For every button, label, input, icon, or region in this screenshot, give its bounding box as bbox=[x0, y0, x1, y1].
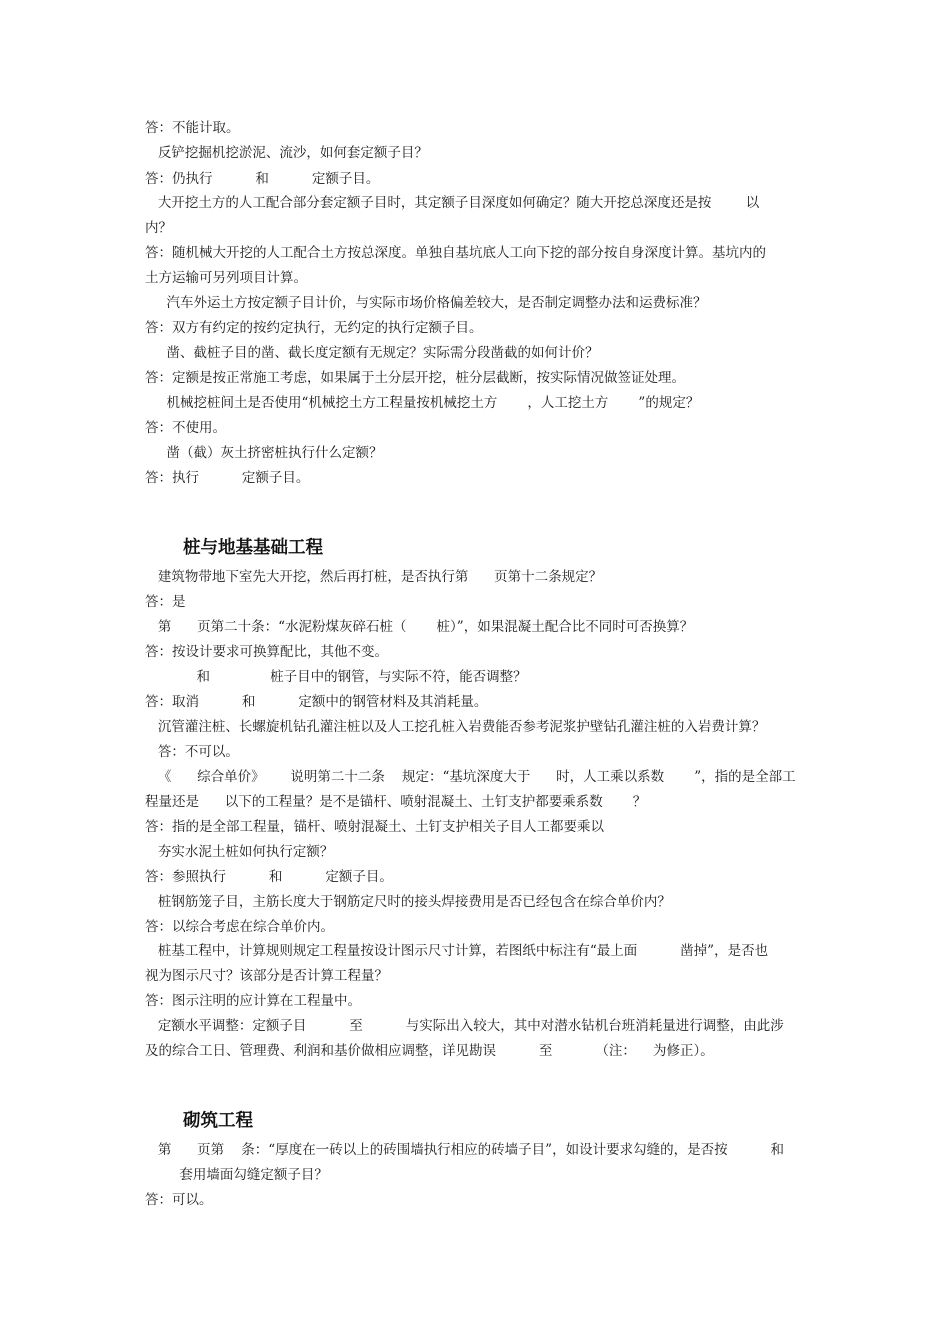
question-line: 第 页第 条：“厚度在一砖以上的砖围墙执行相应的砖墙子目”，如设计要求勾缝的，是否按 和 bbox=[145, 1142, 785, 1158]
question-line: 汽车外运土方按定额子目计价，与实际市场价格偏差较大，是否制定调整办法和运费标准？ bbox=[145, 295, 707, 311]
question-line: 建筑物带地下室先大开挖，然后再打桩，是否执行第 页第十二条规定？ bbox=[145, 569, 603, 585]
answer-line: 答：仍执行 和 定额子目。 bbox=[145, 171, 380, 187]
question-line: 及的综合工日、管理费、利润和基价做相应调整，详见勘误 至 （注： 为修正）。 bbox=[145, 1043, 714, 1059]
question-line: 视为图示尺寸？该部分是否计算工程量？ bbox=[145, 968, 388, 984]
answer-line: 答：取消 和 定额中的钢管材料及其消耗量。 bbox=[145, 694, 488, 710]
section-heading: 桩与地基基础工程 bbox=[183, 538, 323, 558]
answer-line: 答：按设计要求可换算配比，其他不变。 bbox=[145, 644, 388, 660]
question-line: 套用墙面勾缝定额子目？ bbox=[145, 1167, 328, 1183]
answer-line: 答：参照执行 和 定额子目。 bbox=[145, 869, 393, 885]
question-line: 桩钢筋笼子目，主筋长度大于钢筋定尺时的接头焊接费用是否已经包含在综合单价内？ bbox=[145, 894, 671, 910]
question-line: 机械挖桩间土是否使用“机械挖土方工程量按机械挖土方 ，人工挖土方 ”的规定？ bbox=[145, 395, 700, 411]
answer-line: 答：不能计取。 bbox=[145, 120, 240, 136]
answer-line: 答：可以。 bbox=[145, 1192, 213, 1208]
answer-line: 答：随机械大开挖的人工配合土方按总深度。单独自基坑底人工向下挖的部分按自身深度计算。基坑内的 bbox=[145, 245, 766, 261]
question-line: 程量还是 以下的工程量？是不是锚杆、喷射混凝土、土钉支护都要乘系数 ？ bbox=[145, 794, 647, 810]
question-line: 《 综合单价》 说明第二十二条 规定：“基坑深度大于 时，人工乘以系数 ”，指的是全部工 bbox=[145, 769, 796, 785]
question-line: 第 页第二十条：“水泥粉煤灰碎石桩（ 桩）”，如果混凝土配合比不同时可否换算？ bbox=[145, 619, 694, 635]
answer-line: 答：图示注明的应计算在工程量中。 bbox=[145, 993, 361, 1009]
answer-line: 答：是 bbox=[145, 594, 186, 610]
question-line: 凿、截桩子目的凿、截长度定额有无规定？实际需分段凿截的如何计价？ bbox=[145, 345, 599, 361]
question-line: 桩基工程中，计算规则规定工程量按设计图示尺寸计算，若图纸中标注有“最上面 凿掉”，是否也 bbox=[145, 943, 769, 959]
answer-line: 答：以综合考虑在综合单价内。 bbox=[145, 919, 334, 935]
question-line: 夯实水泥土桩如何执行定额？ bbox=[145, 844, 334, 860]
section-heading: 砌筑工程 bbox=[183, 1111, 253, 1131]
question-line: 和 桩子目中的钢管，与实际不符，能否调整？ bbox=[145, 669, 527, 685]
question-line: 反铲挖掘机挖淤泥、流沙，如何套定额子目？ bbox=[145, 145, 428, 161]
answer-line: 答：执行 定额子目。 bbox=[145, 470, 310, 486]
answer-line: 土方运输可另列项目计算。 bbox=[145, 270, 307, 286]
answer-line: 答：双方有约定的按约定执行，无约定的执行定额子目。 bbox=[145, 320, 483, 336]
question-line: 定额水平调整：定额子目 至 与实际出入较大，其中对潜水钻机台班消耗量进行调整，由此涉 bbox=[145, 1018, 784, 1034]
question-line: 凿（截）灰土挤密桩执行什么定额？ bbox=[145, 445, 383, 461]
answer-line: 答：不可以。 bbox=[145, 744, 239, 760]
answer-line: 答：定额是按正常施工考虑，如果属于土分层开挖，桩分层截断，按实际情况做签证处理。 bbox=[145, 370, 685, 386]
answer-line: 答：不使用。 bbox=[145, 420, 226, 436]
answer-line: 答：指的是全部工程量，锚杆、喷射混凝土、土钉支护相关子目人工都要乘以 bbox=[145, 819, 604, 835]
question-line: 内？ bbox=[145, 220, 172, 236]
question-line: 沉管灌注桩、长螺旋机钻孔灌注桩以及人工挖孔桩入岩费能否参考泥浆护壁钻孔灌注桩的入岩费计算？ bbox=[145, 719, 766, 735]
question-line: 大开挖土方的人工配合部分套定额子目时，其定额子目深度如何确定？随大开挖总深度还是按 以 bbox=[145, 195, 760, 211]
